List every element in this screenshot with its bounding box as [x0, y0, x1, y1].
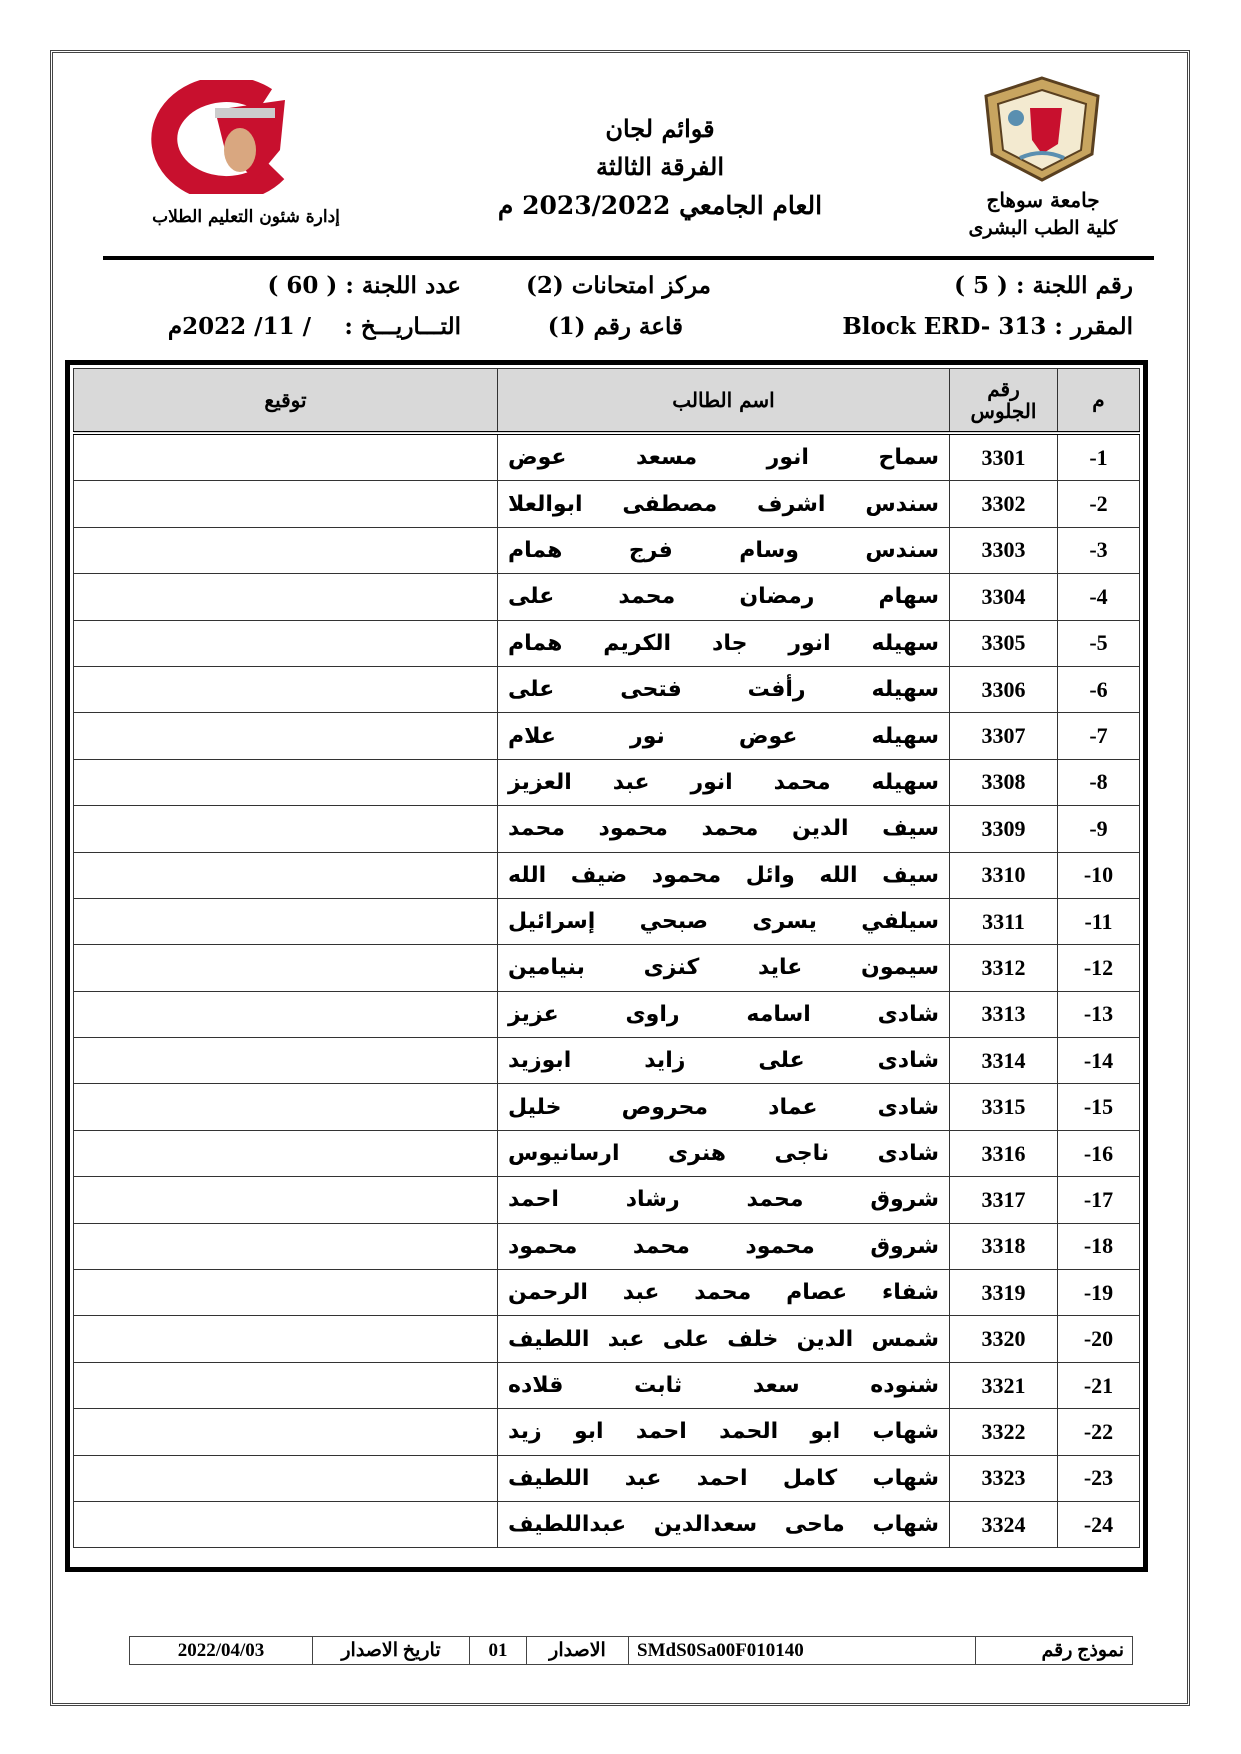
table-row: [74, 945, 1140, 991]
signature-cell: [74, 1084, 498, 1130]
student-name: شمس الدين خلف على عبد اللطيف: [498, 1316, 950, 1362]
seat-number: 3321: [950, 1362, 1058, 1408]
row-index: -1: [1058, 433, 1140, 481]
seat-number: 3308: [950, 759, 1058, 805]
form-number-label: نموذج رقم: [976, 1637, 1133, 1665]
student-name: سيلفي يسرى صبحي إسرائيل: [498, 898, 950, 944]
header-index: م: [1058, 369, 1140, 434]
row-index: -8: [1058, 759, 1140, 805]
signature-cell: [74, 1501, 498, 1547]
table-row: [74, 433, 1140, 481]
row-index: -10: [1058, 852, 1140, 898]
version-label: الاصدار: [527, 1637, 629, 1665]
row-index: -7: [1058, 713, 1140, 759]
signature-cell: [74, 1130, 498, 1176]
exam-center: مركز امتحانات (2): [525, 272, 711, 299]
signature-cell: [74, 1223, 498, 1269]
student-name: شنوده سعد ثابت قلاده: [498, 1362, 950, 1408]
seat-number: 3311: [950, 898, 1058, 944]
table-row: [74, 991, 1140, 1037]
table-row: [74, 898, 1140, 944]
signature-cell: [74, 1038, 498, 1084]
seat-number: 3309: [950, 806, 1058, 852]
seat-number: 3310: [950, 852, 1058, 898]
table-row: [74, 1130, 1140, 1176]
student-name: شادى عماد محروص خليل: [498, 1084, 950, 1130]
student-name: شهاب كامل احمد عبد اللطيف: [498, 1455, 950, 1501]
table-row: [74, 806, 1140, 852]
row-index: -20: [1058, 1316, 1140, 1362]
table-row: [74, 1316, 1140, 1362]
row-index: -17: [1058, 1177, 1140, 1223]
seat-number: 3319: [950, 1270, 1058, 1316]
header-student-name: اسم الطالب: [498, 369, 950, 434]
form-info-footer: [129, 1636, 1133, 1665]
date-value: / 11/ 2022م: [167, 313, 311, 340]
row-index: -14: [1058, 1038, 1140, 1084]
row-index: -4: [1058, 574, 1140, 620]
hall-number: قاعة رقم (1): [547, 313, 683, 340]
student-name: شهاب ماحى سعدالدين عبداللطيف: [498, 1501, 950, 1547]
table-row: [74, 759, 1140, 805]
title-line-1: قوائم لجان: [605, 114, 715, 143]
seat-number: 3305: [950, 620, 1058, 666]
signature-cell: [74, 574, 498, 620]
table-row: [74, 574, 1140, 620]
signature-cell: [74, 1270, 498, 1316]
table-row: [74, 1409, 1140, 1455]
student-name: شفاء عصام محمد عبد الرحمن: [498, 1270, 950, 1316]
student-name: سيمون عايد كنزى بنيامين: [498, 945, 950, 991]
signature-cell: [74, 898, 498, 944]
committee-count: عدد اللجنة : ( 60 ): [267, 272, 461, 299]
table-row: [74, 481, 1140, 527]
table-row: [74, 1501, 1140, 1547]
table-row: [74, 666, 1140, 712]
signature-cell: [74, 433, 498, 481]
seat-number: 3324: [950, 1501, 1058, 1547]
row-index: -24: [1058, 1501, 1140, 1547]
signature-cell: [74, 481, 498, 527]
table-row: [74, 1362, 1140, 1408]
student-name: سندس وسام فرج همام: [498, 527, 950, 573]
signature-cell: [74, 1316, 498, 1362]
student-name: سهيله رأفت فتحى على: [498, 666, 950, 712]
row-index: -18: [1058, 1223, 1140, 1269]
date-label: التـــاريـــخ :: [344, 313, 461, 340]
seat-number: 3315: [950, 1084, 1058, 1130]
academic-year: العام الجامعي 2023/2022 م: [497, 191, 823, 220]
signature-cell: [74, 852, 498, 898]
row-index: -2: [1058, 481, 1140, 527]
seat-number: 3303: [950, 527, 1058, 573]
row-index: -5: [1058, 620, 1140, 666]
row-index: -6: [1058, 666, 1140, 712]
row-index: -23: [1058, 1455, 1140, 1501]
signature-cell: [74, 1455, 498, 1501]
seat-number: 3313: [950, 991, 1058, 1037]
row-index: -22: [1058, 1409, 1140, 1455]
signature-cell: [74, 806, 498, 852]
header-divider: [103, 256, 1154, 260]
seat-number: 3320: [950, 1316, 1058, 1362]
seat-number: 3306: [950, 666, 1058, 712]
student-name: شهاب ابو الحمد احمد ابو زيد: [498, 1409, 950, 1455]
signature-cell: [74, 620, 498, 666]
row-index: -13: [1058, 991, 1140, 1037]
seat-number: 3302: [950, 481, 1058, 527]
seat-number: 3312: [950, 945, 1058, 991]
students-table: [65, 360, 1148, 1572]
student-name: شادى على زايد ابوزيد: [498, 1038, 950, 1084]
version-number: 01: [470, 1637, 527, 1665]
signature-cell: [74, 991, 498, 1037]
faculty-name: كلية الطب البشرى: [968, 217, 1118, 239]
table-row: [74, 1084, 1140, 1130]
row-index: -9: [1058, 806, 1140, 852]
row-index: -3: [1058, 527, 1140, 573]
student-name: سيف الله وائل محمود ضيف الله: [498, 852, 950, 898]
table-row: [74, 1038, 1140, 1084]
seat-number: 3322: [950, 1409, 1058, 1455]
table-row: [74, 1270, 1140, 1316]
row-index: -15: [1058, 1084, 1140, 1130]
student-name: سماح انور مسعد عوض: [498, 433, 950, 481]
university-seal-logo: [980, 74, 1104, 184]
row-index: -16: [1058, 1130, 1140, 1176]
title-line-2: الفرقة الثالثة: [595, 152, 724, 181]
header-signature: توقيع: [74, 369, 498, 434]
student-name: سهام رمضان محمد على: [498, 574, 950, 620]
table-row: [74, 713, 1140, 759]
row-index: -21: [1058, 1362, 1140, 1408]
faculty-of-medicine-logo: [115, 80, 311, 194]
student-name: شادى ناجى هنرى ارسانيوس: [498, 1130, 950, 1176]
seat-number: 3318: [950, 1223, 1058, 1269]
signature-cell: [74, 945, 498, 991]
table-row: [74, 620, 1140, 666]
signature-cell: [74, 1177, 498, 1223]
seat-number: 3307: [950, 713, 1058, 759]
university-name: جامعة سوهاج: [986, 188, 1100, 212]
table-row: [74, 1223, 1140, 1269]
row-index: -19: [1058, 1270, 1140, 1316]
seat-number: 3314: [950, 1038, 1058, 1084]
seat-number: 3304: [950, 574, 1058, 620]
committee-number: رقم اللجنة : ( 5 ): [954, 272, 1133, 299]
signature-cell: [74, 527, 498, 573]
signature-cell: [74, 713, 498, 759]
student-name: سيف الدين محمد محمود محمد: [498, 806, 950, 852]
student-name: سهيله محمد انور عبد العزيز: [498, 759, 950, 805]
table-row: [74, 852, 1140, 898]
student-name: سندس اشرف مصطفى ابوالعلا: [498, 481, 950, 527]
student-name: سهيله عوض نور علام: [498, 713, 950, 759]
table-row: [74, 1455, 1140, 1501]
issue-date-label: تاريخ الاصدار: [313, 1637, 470, 1665]
row-index: -12: [1058, 945, 1140, 991]
signature-cell: [74, 759, 498, 805]
signature-cell: [74, 1409, 498, 1455]
form-number: SMdS0Sa00F010140: [629, 1637, 976, 1665]
student-name: سهيله انور جاد الكريم همام: [498, 620, 950, 666]
table-row: [74, 1177, 1140, 1223]
issue-date: 2022/04/03: [130, 1637, 313, 1665]
course-location: المقرر : Block ERD- 313: [842, 313, 1133, 340]
signature-cell: [74, 1362, 498, 1408]
student-name: شادى اسامه راوى عزيز: [498, 991, 950, 1037]
seat-number: 3301: [950, 433, 1058, 481]
student-name: شروق محمد رشاد احمد: [498, 1177, 950, 1223]
seat-number: 3317: [950, 1177, 1058, 1223]
header-seat-number: رقم الجلوس: [950, 369, 1058, 434]
table-row: [74, 527, 1140, 573]
department-name: إدارة شئون التعليم الطلاب: [152, 207, 340, 227]
seat-number: 3323: [950, 1455, 1058, 1501]
table-header-row: [74, 369, 1140, 434]
signature-cell: [74, 666, 498, 712]
seat-number: 3316: [950, 1130, 1058, 1176]
row-index: -11: [1058, 898, 1140, 944]
student-name: شروق محمود محمد محمود: [498, 1223, 950, 1269]
